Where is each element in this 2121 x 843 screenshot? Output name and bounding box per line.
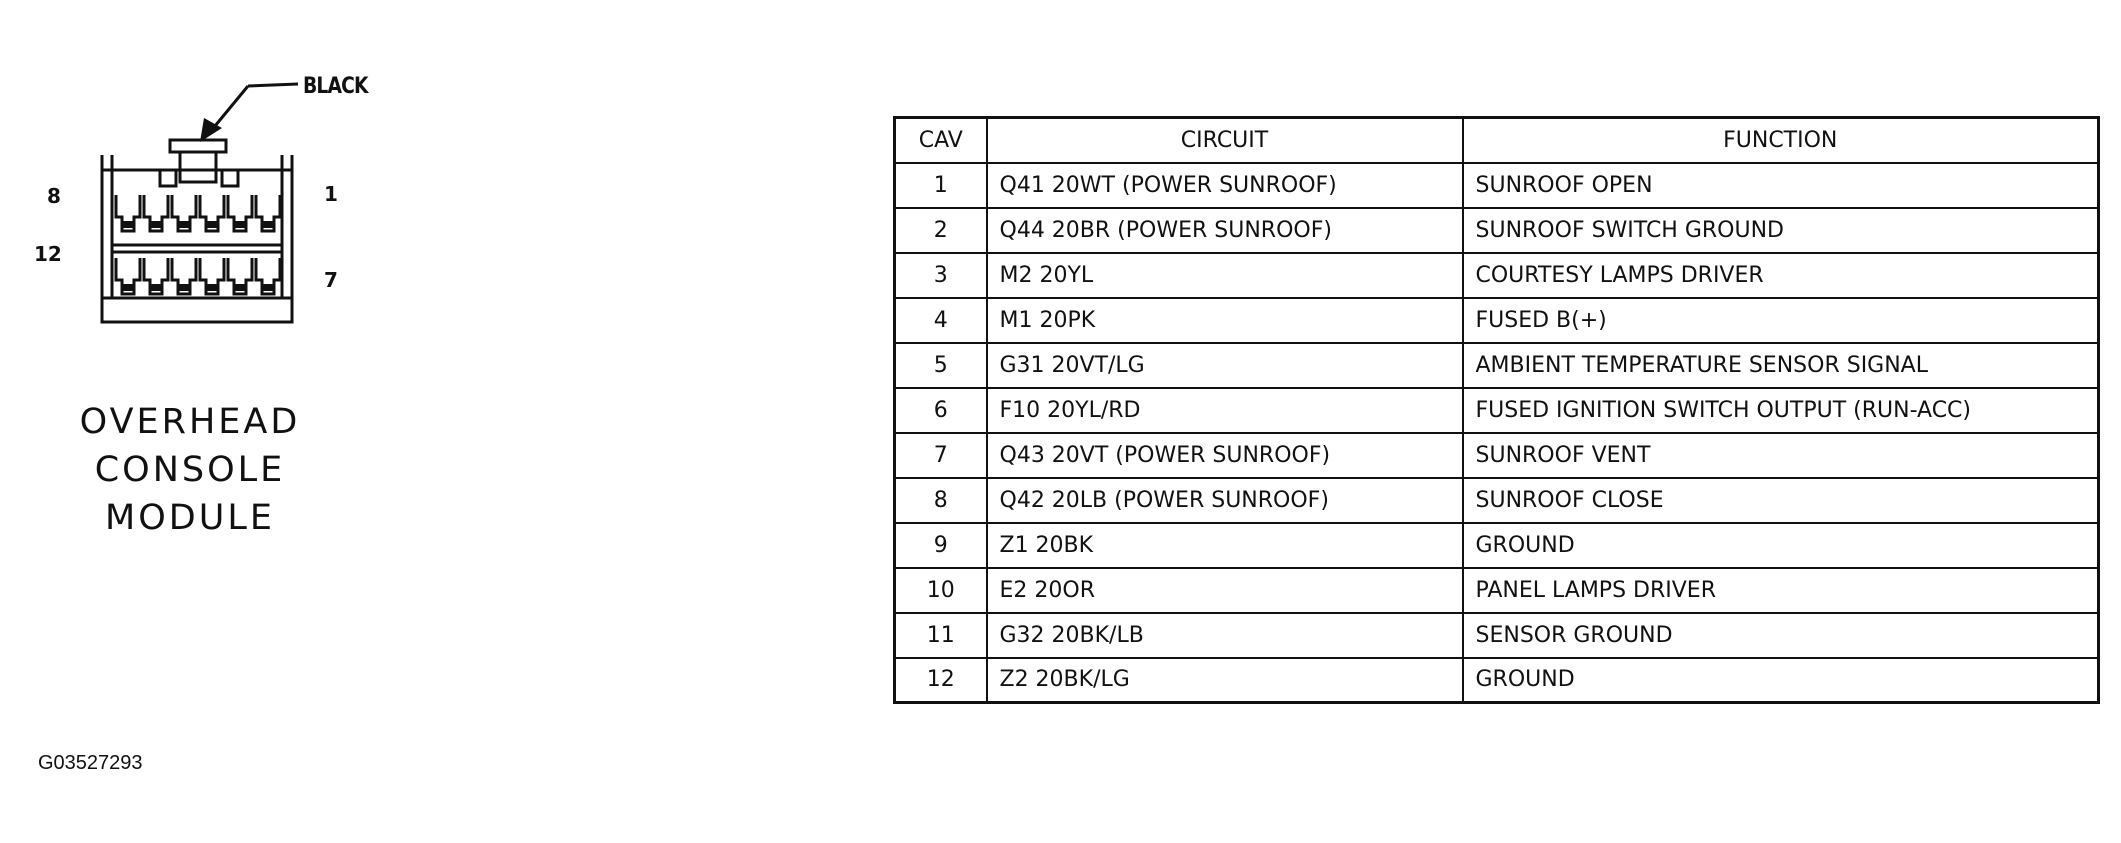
terminal-cavity xyxy=(256,258,280,294)
terminal-cavity xyxy=(144,258,168,294)
circuit-cell: Q42 20LB (POWER SUNROOF) xyxy=(987,478,1463,523)
circuit-cell: Q44 20BR (POWER SUNROOF) xyxy=(987,208,1463,253)
function-cell: GROUND xyxy=(1463,523,2099,568)
cav-cell: 5 xyxy=(895,343,987,388)
terminal-cavity xyxy=(116,258,140,294)
circuit-cell: Z1 20BK xyxy=(987,523,1463,568)
pinout-table xyxy=(893,116,2100,704)
function-cell: SUNROOF OPEN xyxy=(1463,163,2099,208)
terminal-cavity xyxy=(200,258,224,294)
function-cell: SENSOR GROUND xyxy=(1463,613,2099,658)
function-cell: SUNROOF CLOSE xyxy=(1463,478,2099,523)
table-row xyxy=(895,388,2099,433)
cav-cell: 7 xyxy=(895,433,987,478)
circuit-cell: G31 20VT/LG xyxy=(987,343,1463,388)
cav-cell: 1 xyxy=(895,163,987,208)
pin-label-top-left: 8 xyxy=(47,184,61,208)
circuit-cell: F10 20YL/RD xyxy=(987,388,1463,433)
circuit-cell: G32 20BK/LB xyxy=(987,613,1463,658)
terminal-cavity xyxy=(172,258,196,294)
cav-cell: 10 xyxy=(895,568,987,613)
pin-label-bottom-right: 7 xyxy=(324,268,338,292)
cav-cell: 11 xyxy=(895,613,987,658)
table-row xyxy=(895,208,2099,253)
table-row xyxy=(895,163,2099,208)
cav-cell: 9 xyxy=(895,523,987,568)
circuit-cell: M2 20YL xyxy=(987,253,1463,298)
cav-cell: 2 xyxy=(895,208,987,253)
table-row xyxy=(895,523,2099,568)
function-cell: AMBIENT TEMPERATURE SENSOR SIGNAL xyxy=(1463,343,2099,388)
terminal-cavity xyxy=(228,258,252,294)
circuit-cell: M1 20PK xyxy=(987,298,1463,343)
circuit-cell: E2 20OR xyxy=(987,568,1463,613)
header-function: FUNCTION xyxy=(1463,118,2099,163)
function-cell: SUNROOF VENT xyxy=(1463,433,2099,478)
table-row xyxy=(895,478,2099,523)
table-row xyxy=(895,298,2099,343)
terminal-cavity xyxy=(200,195,224,231)
table-row xyxy=(895,253,2099,298)
function-cell: PANEL LAMPS DRIVER xyxy=(1463,568,2099,613)
terminal-cavity xyxy=(172,195,196,231)
function-cell: FUSED IGNITION SWITCH OUTPUT (RUN-ACC) xyxy=(1463,388,2099,433)
cav-cell: 6 xyxy=(895,388,987,433)
cav-cell: 3 xyxy=(895,253,987,298)
terminal-cavity xyxy=(228,195,252,231)
module-title-line: OVERHEAD xyxy=(79,402,301,442)
function-cell: SUNROOF SWITCH GROUND xyxy=(1463,208,2099,253)
module-title-line: MODULE xyxy=(105,498,275,538)
function-cell: COURTESY LAMPS DRIVER xyxy=(1463,253,2099,298)
module-title-line: CONSOLE xyxy=(94,450,286,490)
color-callout-arrow xyxy=(200,84,298,142)
function-cell: GROUND xyxy=(1463,658,2099,703)
terminal-cavity xyxy=(116,195,140,231)
figure-id: G03527293 xyxy=(38,752,143,774)
connector-diagram xyxy=(0,0,480,600)
cav-cell: 12 xyxy=(895,658,987,703)
terminal-cavity xyxy=(144,195,168,231)
connector-drawing xyxy=(0,0,480,360)
table-row xyxy=(895,343,2099,388)
circuit-cell: Z2 20BK/LG xyxy=(987,658,1463,703)
header-cav: CAV xyxy=(895,118,987,163)
pin-label-top-right: 1 xyxy=(324,182,338,206)
table-header-row xyxy=(895,118,2099,163)
cav-cell: 8 xyxy=(895,478,987,523)
function-cell: FUSED B(+) xyxy=(1463,298,2099,343)
header-circuit: CIRCUIT xyxy=(987,118,1463,163)
terminal-cavity xyxy=(256,195,280,231)
circuit-cell: Q43 20VT (POWER SUNROOF) xyxy=(987,433,1463,478)
connector-color-label: BLACK xyxy=(303,74,368,99)
cav-cell: 4 xyxy=(895,298,987,343)
table-row xyxy=(895,433,2099,478)
pin-label-bottom-left: 12 xyxy=(34,242,62,266)
table-row xyxy=(895,568,2099,613)
circuit-cell: Q41 20WT (POWER SUNROOF) xyxy=(987,163,1463,208)
module-title xyxy=(60,398,320,542)
table-row xyxy=(895,658,2099,703)
table-row xyxy=(895,613,2099,658)
table-body xyxy=(895,163,2099,703)
